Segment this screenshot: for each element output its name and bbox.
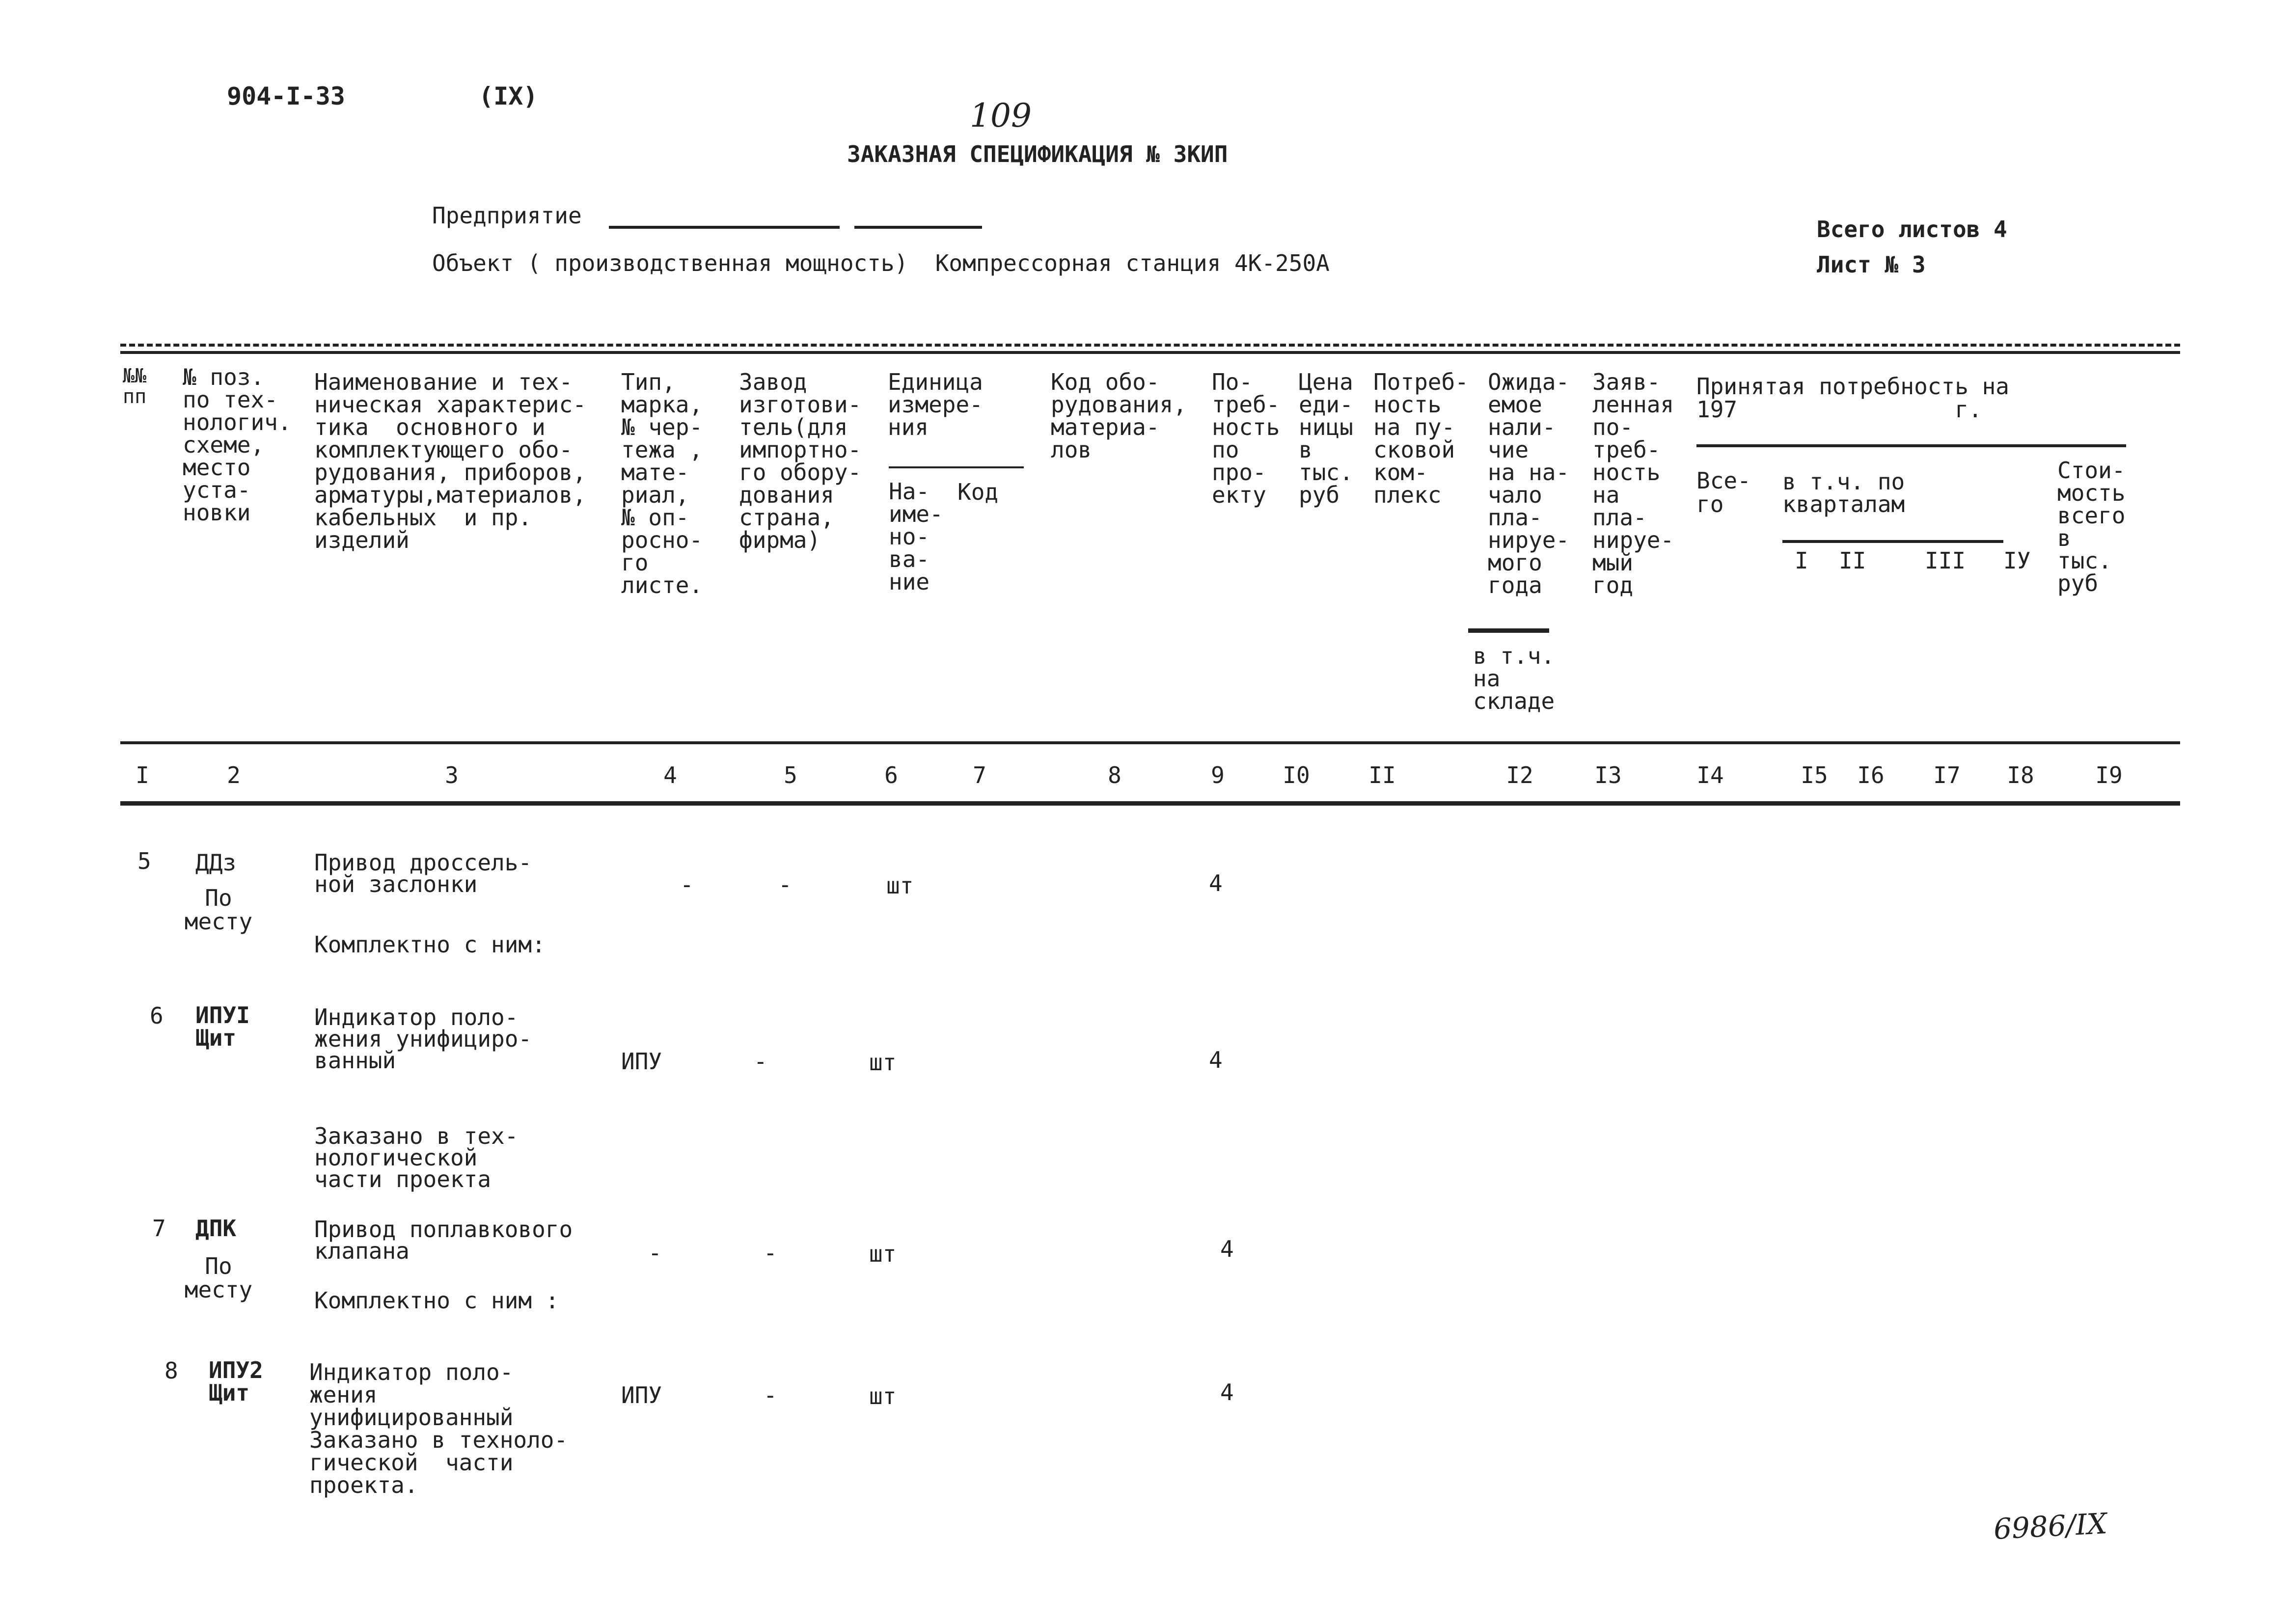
enterprise-blank-line-2 (854, 226, 982, 229)
row-maker: - (754, 1048, 767, 1075)
col-number-10: I0 (1283, 762, 1310, 788)
row-maker: - (764, 1382, 777, 1408)
col-number-4: 4 (663, 762, 677, 788)
col-header-6: На- име- но- ва- ние (889, 478, 943, 595)
col-header-6-group: Единица измере- ния (888, 369, 983, 440)
row-position: ИПУ2 Щит (209, 1357, 263, 1406)
row-maker: - (778, 871, 792, 898)
row-position: ИПУI Щит (195, 1002, 250, 1051)
col-header-1: №№ пп (123, 365, 147, 408)
row-unit: шт (886, 872, 914, 899)
quarter-3: III (1925, 547, 1966, 574)
row-name: Привод поплавкового клапана (314, 1216, 573, 1264)
col-header-12-sub: в т.ч. на складе (1473, 643, 1555, 714)
col-number-6: 6 (884, 762, 898, 788)
row-number: 8 (164, 1357, 178, 1384)
document-part: (IX) (479, 82, 538, 110)
accepted-need-label: Принятая потребность на (1696, 373, 2009, 400)
col-number-15: I5 (1801, 762, 1828, 788)
object-line: Объект ( производственная мощность) Компрессорная станция 4К-250А (432, 250, 1330, 276)
col-number-5: 5 (784, 762, 797, 788)
table-top-rule-2 (120, 351, 2180, 354)
col-number-11: II (1368, 762, 1396, 788)
col-header-5: Завод изготови- тель(для импортно- го обору- дования страна, фирма) (739, 369, 862, 553)
quarter-4: IУ (2003, 547, 2031, 574)
col-number-7: 7 (973, 762, 986, 788)
number-strip-bottom-rule (120, 801, 2180, 806)
row-type: ИПУ (621, 1048, 662, 1075)
row-number: 5 (137, 848, 151, 874)
col-header-8: Код обо- рудования, материа- лов (1051, 369, 1187, 463)
col-number-19: I9 (2095, 762, 2123, 788)
row-type: - (680, 871, 694, 898)
inventory-number: 6986/IX (1993, 1506, 2108, 1546)
row-quantity: 4 (1209, 1047, 1223, 1073)
col-header-14: Все- го (1696, 467, 1751, 517)
row-position: ДДз (195, 849, 237, 876)
quarters-label: в т.ч. по кварталам (1782, 468, 1905, 517)
sheet-number: Лист № 3 (1817, 251, 1926, 278)
col-header-10: Цена еди- ницы в тыс. руб (1299, 369, 1353, 508)
row-type: ИПУ (621, 1382, 662, 1408)
document-code: 904-I-33 (227, 82, 345, 110)
col-6-group-rule (889, 466, 1024, 468)
row-quantity: 4 (1220, 1379, 1234, 1406)
col-number-17: I7 (1933, 762, 1961, 788)
col-number-13: I3 (1594, 762, 1622, 788)
row-quantity: 4 (1220, 1236, 1234, 1262)
col-header-4: Тип, марка, № чер- тежа , мате- риал, № оп- росно- го листе. (621, 369, 703, 598)
row-name: Индикатор поло- жения унифициро- ванный (314, 1004, 532, 1074)
row-unit: шт (869, 1383, 897, 1409)
row-type: - (648, 1240, 662, 1266)
col-header-11: Потреб- ность на пу- сковой ком- плекс (1373, 369, 1469, 508)
row-unit: шт (869, 1049, 897, 1076)
col-number-14: I4 (1696, 762, 1724, 788)
row-number: 6 (150, 1002, 164, 1029)
total-sheets: Всего листов 4 (1817, 216, 2007, 243)
quarter-1: I (1795, 547, 1808, 574)
col-header-7: Код (957, 479, 999, 505)
row-number: 7 (152, 1215, 166, 1242)
row-position: ДПК (195, 1215, 237, 1242)
col-header-13: Заяв- ленная по- треб- ность на пла- нируе- мый год (1592, 369, 1674, 598)
col-header-2: № поз. по тех- нологич. схеме, место уста- новки (183, 364, 292, 526)
accepted-need-year: 197 г. (1696, 396, 1982, 423)
col-header-3: Наименование и тех- ническая характерис- тика основного и комплектующего обо- рудования, приборов, арматуры,материалов, кабельных и пр. изделий (314, 369, 586, 553)
col-header-19: Стои- мость всего в тыс. руб (2057, 457, 2126, 596)
page-title: ЗАКАЗНАЯ СПЕЦИФИКАЦИЯ № ЗКИП (847, 141, 1228, 167)
row-note: Комплектно с ним: (314, 931, 546, 958)
row-note: Комплектно с ним : (314, 1287, 559, 1314)
row-place: По месту (184, 1253, 253, 1303)
col-number-8: 8 (1108, 762, 1121, 788)
col-header-9: По- треб- ность по про- екту (1212, 369, 1280, 508)
number-strip-top-rule (120, 741, 2180, 744)
col-number-9: 9 (1211, 762, 1225, 788)
enterprise-blank-line (609, 226, 840, 229)
quarters-rule (1782, 540, 2003, 543)
col-number-12: I2 (1506, 762, 1533, 788)
row-quantity: 4 (1209, 870, 1223, 896)
page-number: 109 (970, 97, 1032, 135)
row-maker: - (764, 1240, 777, 1266)
enterprise-label: Предприятие (432, 202, 582, 229)
row-note: Заказано в тех- нологической части проекта (314, 1123, 519, 1192)
col-12-sub-rule (1468, 628, 1549, 633)
col-number-2: 2 (227, 762, 241, 788)
row-name: Привод дроссель- ной заслонки (314, 849, 532, 897)
col-number-16: I6 (1857, 762, 1885, 788)
col-number-3: 3 (445, 762, 459, 788)
quarter-2: II (1839, 547, 1866, 574)
row-name: Индикатор поло- жения унифицированный Заказано в техноло- гической части проекта. (309, 1359, 568, 1498)
col-number-1: I (136, 762, 149, 788)
table-top-rule (120, 344, 2180, 347)
row-place: По месту (184, 885, 253, 935)
col-header-12: Ожида- емое нали- чие на на- чало пла- нируе- мого года (1488, 369, 1570, 598)
accepted-need-rule (1696, 444, 2126, 447)
row-unit: шт (869, 1241, 897, 1267)
col-number-18: I8 (2007, 762, 2034, 788)
